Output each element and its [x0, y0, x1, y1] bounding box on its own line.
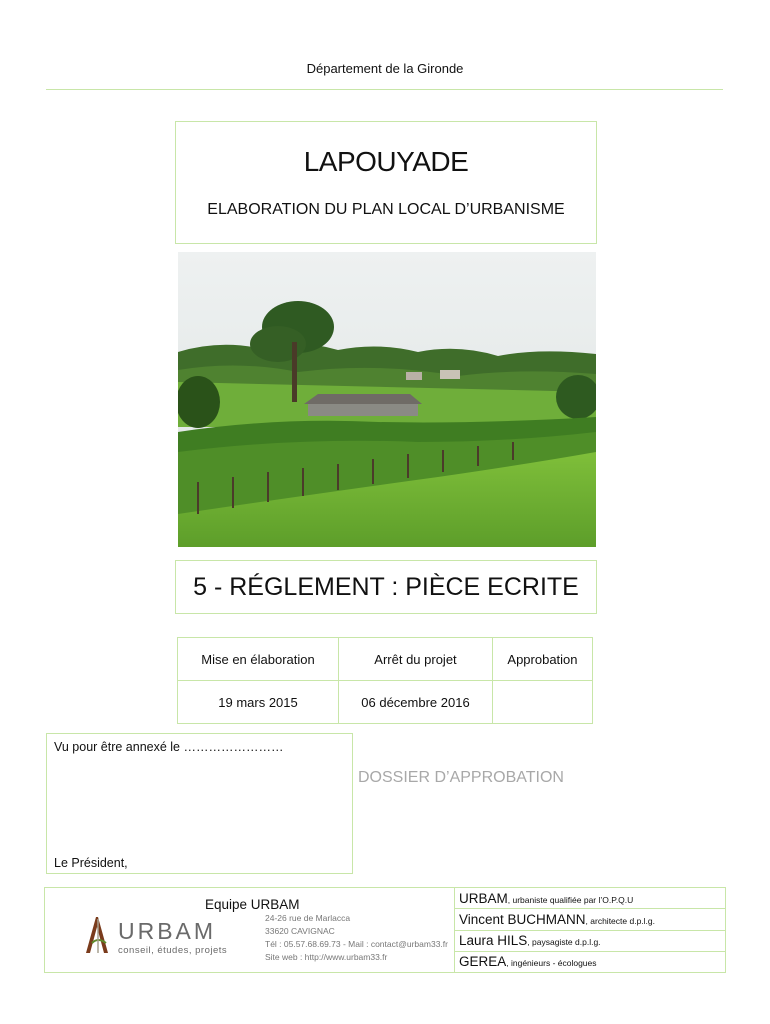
address-block	[265, 912, 448, 964]
title-box	[175, 121, 597, 244]
credit-name: GEREA	[459, 954, 507, 970]
address-street: 24-26 rue de Marlacca	[265, 913, 351, 923]
credit-name: URBAM	[459, 890, 508, 906]
urbam-logo	[84, 913, 229, 958]
vineyard-photo	[178, 252, 596, 547]
annexed-line: Vu pour être annexé le ……………………	[54, 740, 284, 754]
procedure-dates-table	[177, 637, 593, 724]
credit-role: , urbaniste qualifiée par l’O.P.Q.U	[507, 894, 634, 905]
svg-text:URBAM: URBAM	[118, 918, 217, 944]
credits-table	[454, 887, 726, 973]
piece-title: 5 - RÉGLEMENT : PIÈCE ECRITE	[193, 573, 579, 601]
address-city: 33620 CAVIGNAC	[265, 926, 335, 936]
svg-text:conseil, études, projets: conseil, études, projets	[118, 945, 228, 956]
date-approbation	[492, 681, 592, 724]
credit-role: , paysagiste d.p.l.g.	[527, 937, 601, 948]
header-elaboration: Mise en élaboration	[178, 638, 339, 681]
team-title: Equipe URBAM	[205, 897, 300, 912]
address-website: Site web : http://www.urbam33.fr	[265, 952, 388, 962]
signature-box	[46, 733, 353, 874]
table-header-row	[178, 638, 593, 681]
table-row	[455, 909, 726, 930]
address-contact: Tél : 05.57.68.69.73 - Mail : contact@urbam33.fr	[265, 939, 448, 949]
table-row	[455, 930, 726, 951]
dossier-label: DOSSIER D’APPROBATION	[358, 769, 564, 786]
president-label: Le Président,	[54, 856, 128, 870]
document-piece-box	[175, 560, 597, 614]
credit-name: Laura HILS	[459, 933, 528, 949]
commune-title: LAPOUYADE	[303, 146, 469, 177]
header-divider	[46, 89, 723, 90]
header-approbation: Approbation	[492, 638, 592, 681]
table-row	[455, 951, 726, 972]
header-arret: Arrêt du projet	[339, 638, 493, 681]
date-elaboration: 19 mars 2015	[178, 681, 339, 724]
date-arret: 06 décembre 2016	[339, 681, 493, 724]
credit-role: , ingénieurs - écologues	[506, 958, 597, 969]
table-row	[455, 888, 726, 909]
department-header: Département de la Gironde	[306, 61, 464, 76]
credit-role: , architecte d.p.l.g.	[585, 915, 655, 926]
table-row	[178, 681, 593, 724]
credit-name: Vincent BUCHMANN	[459, 911, 586, 927]
plan-subtitle: ELABORATION DU PLAN LOCAL D’URBANISME	[207, 201, 565, 218]
